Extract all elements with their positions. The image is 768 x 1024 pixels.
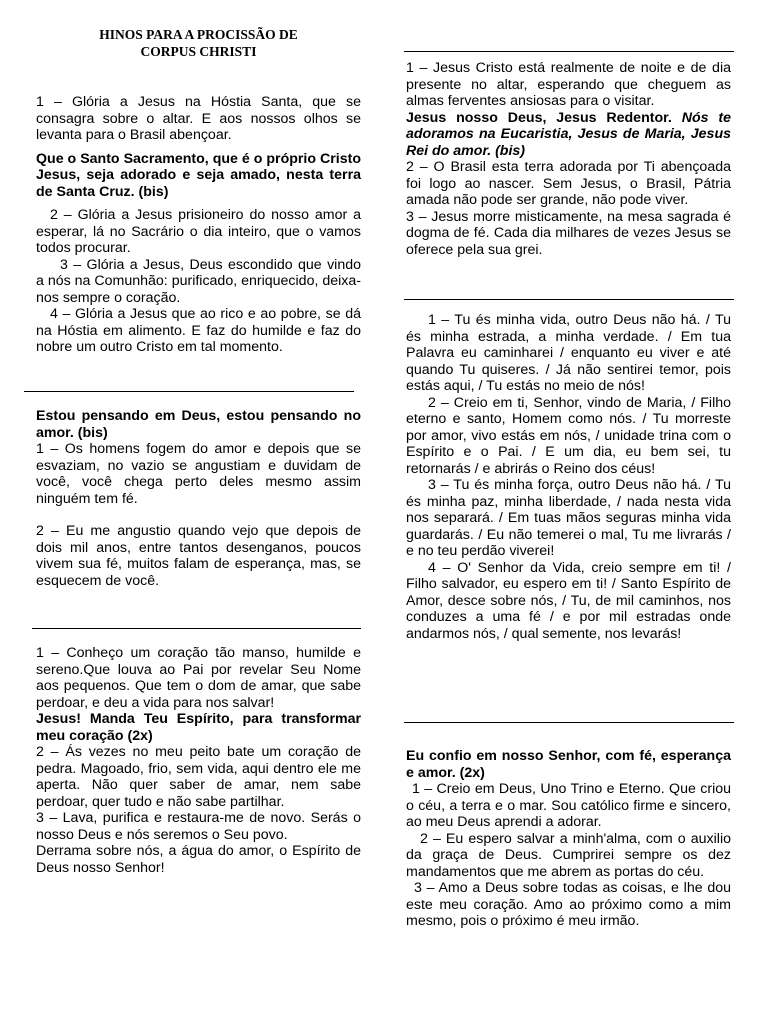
hymn-3-verse-2: 2 – Ás vezes no meu peito bate um coração de pedra. Magoado, frio, sem vida, aqui dentro ele me aperta. Não quer saber de amar, nem sabe perdoar, quer tudo e não sabe partilhar. <box>36 744 361 810</box>
hymn-4-verse-3: 3 – Jesus morre misticamente, na mesa sagrada é dogma de fé. Cada dia milhares de vezes Jesus se oferece pela sua grei. <box>406 208 731 258</box>
hymn-4-refrain <box>406 110 731 160</box>
hymn-3-refrain: Jesus! Manda Teu Espírito, para transformar meu coração (2x) <box>36 711 361 744</box>
hymn-1 <box>36 94 361 356</box>
hymn-5-verse-4: 4 – O' Senhor da Vida, creio sempre em ti! / Filho salvador, eu espero em ti! / Santo Espírito de Amor, desce sobre nós, / Tu, de mil caminhos, nos conduzes a uma fé / e por mil estradas onde andarmos nós, / qual semente, nos levarás! <box>406 559 731 642</box>
divider <box>404 299 734 300</box>
hymn-3-verse-1: 1 – Conheço um coração tão manso, humilde e sereno.Que louva ao Pai por revelar Seu Nome aos pequenos. Que tem o dom de amar, que sabe perdoar, e deu a vida para nos salvar! <box>36 645 361 711</box>
hymn-4-refrain-bold: Jesus nosso Deus, Jesus Redentor. <box>406 109 672 126</box>
divider <box>404 722 734 723</box>
hymn-2-refrain: Estou pensando em Deus, estou pensando no amor. (bis) <box>36 408 361 441</box>
hymn-4-verse-1-text: 1 – Jesus Cristo está realmente de noite e de dia presente no altar, esperando que cheguem as almas ferventes ansiosas para o visitar. <box>406 60 731 109</box>
hymn-3-verse-3: 3 – Lava, purifica e restaura-me de novo. Serás o nosso Deus e nós seremos o Seu povo. <box>36 810 361 843</box>
hymn-5-verse-1: 1 – Tu és minha vida, outro Deus não há. / Tu és minha estrada, a minha verdade. / Em tua Palavra eu caminharei / enquanto eu viver e até quando Tu quiseres. / Já não sentirei temor, pois estás aqui, / Tu estás no meio de nós! <box>406 312 731 394</box>
hymn-2-verse-1: 1 – Os homens fogem do amor e depois que se esvaziam, no vazio se angustiam e duvidam de você, você chega perto deles mesmo assim ninguém tem fé. <box>36 441 361 507</box>
hymn-5 <box>406 312 731 642</box>
hymn-2 <box>36 408 361 589</box>
hymn-5-verse-3: 3 – Tu és minha força, outro Deus não há. / Tu és minha paz, minha liberdade, / nada nesta vida nos separará. / Em tuas mãos seguras minha vida guardarás. / Eu não temerei o mal, Tu me livrarás / e no teu perdão viverei! <box>406 477 731 559</box>
hymn-1-refrain: Que o Santo Sacramento, que é o próprio Cristo Jesus, seja adorado e seja amado, nesta terra de Santa Cruz. (bis) <box>36 150 361 200</box>
hymn-4 <box>406 60 731 258</box>
title-line-2: CORPUS CHRISTI <box>140 44 257 59</box>
hymn-1-verse-4: 4 – Glória a Jesus que ao rico e ao pobre, se dá na Hóstia em alimento. E faz do humilde e faz do nobre um outro Cristo em tal momento. <box>36 306 361 355</box>
divider <box>404 51 734 52</box>
hymn-6-verse-1: 1 – Creio em Deus, Uno Trino e Eterno. Que criou o céu, a terra e o mar. Sou católico firme e sincero, ao meu Deus aprendi a adorar. <box>406 781 731 830</box>
divider <box>32 628 361 629</box>
hymn-1-verse-3: 3 – Glória a Jesus, Deus escondido que vindo a nós na Comunhão: purificado, enriquecido, deixa-nos sempre o coração. <box>36 256 361 306</box>
hymn-6 <box>406 748 731 930</box>
hymn-6-verse-3: 3 – Amo a Deus sobre todas as coisas, e lhe dou este meu coração. Amo ao próximo como a mim mesmo, pois o próximo é meu irmão. <box>406 880 731 929</box>
hymn-6-verse-2: 2 – Eu espero salvar a minh'alma, com o auxilio da graça de Deus. Cumprirei sempre os dez mandamentos que me abrem as portas do céu. <box>406 830 731 880</box>
document-title <box>36 26 361 60</box>
hymn-6-refrain: Eu confio em nosso Senhor, com fé, esperança e amor. (2x) <box>406 748 731 781</box>
hymn-3-verse-4: Derrama sobre nós, a água do amor, o Espírito de Deus nosso Senhor! <box>36 843 361 876</box>
divider <box>24 391 354 392</box>
hymn-1-verse-2: 2 – Glória a Jesus prisioneiro do nosso amor a esperar, lá no Sacrário o dia inteiro, que o vamos todos procurar. <box>36 207 361 256</box>
hymn-2-verse-2: 2 – Eu me angustio quando vejo que depois de dois mil anos, entre tantos desenganos, poucos vivem sua fé, muitos falam de esperança, mas, se esquecem de você. <box>36 523 361 589</box>
hymn-4-refrain-italic: Nós te adoramos na Eucaristia, Jesus de Maria, Jesus Rei do amor. (bis) <box>406 109 731 159</box>
hymn-4-verse-2: 2 – O Brasil esta terra adorada por Ti abençoada foi logo ao nascer. Sem Jesus, o Brasil, Pátria amada não pode ser grande, não pode viver. <box>406 159 731 208</box>
hymn-3 <box>36 645 361 876</box>
hymn-1-verse-1: 1 – Glória a Jesus na Hóstia Santa, que se consagra sobre o altar. E aos nossos olhos se levanta para o Brasil abençoar. <box>36 94 361 143</box>
hymn-5-verse-2: 2 – Creio em ti, Senhor, vindo de Maria, / Filho eterno e santo, Homem como nós. / Tu morreste por amor, vivo estás em nós, / unidade trina com o Espírito e o Pai. / E um dia, eu bem sei, tu retornarás / e abrirás o Reino dos céus! <box>406 394 731 477</box>
title-line-1: HINOS PARA A PROCISSÃO DE <box>99 27 298 42</box>
hymn-4-verse-1 <box>406 60 731 110</box>
